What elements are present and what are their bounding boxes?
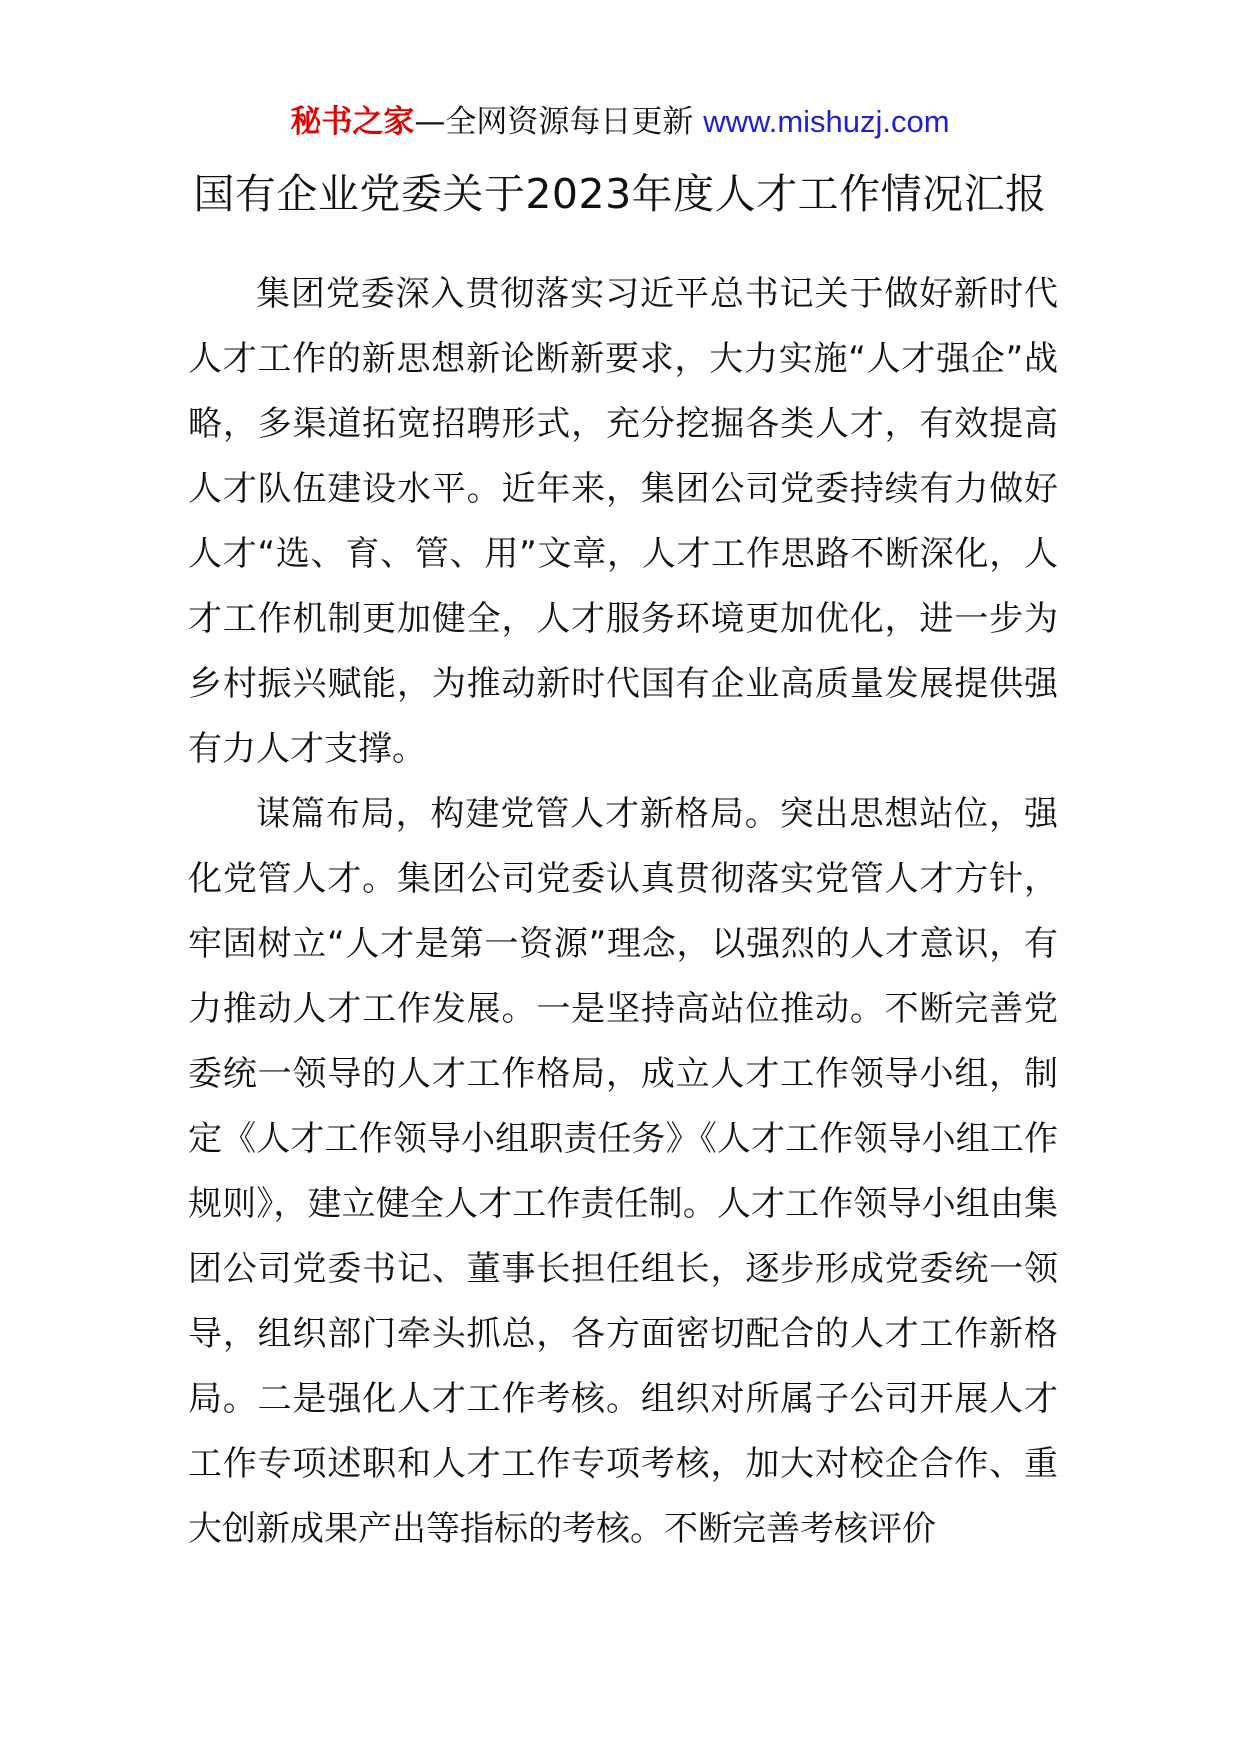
site-header (0, 100, 1240, 144)
paragraph-intro: 集团党委深入贯彻落实习近平总书记关于做好新时代人才工作的新思想新论断新要求，大力实施“人才强企”战略，多渠道拓宽招聘形式，充分挖掘各类人才，有效提高人才队伍建设水平。近年来，集团公司党委持续有力做好人才“选、育、管、用”文章，人才工作思路不断深化，人才工作机制更加健全，人才服务环境更加优化，进一步为乡村振兴赋能，为推动新时代国有企业高质量发展提供强有力人才支撑。 (188, 274, 1058, 769)
document-body (188, 262, 1058, 1562)
document-title: 国有企业党委关于2023年度人才工作情况汇报 (193, 170, 1047, 218)
site-slogan: —全网资源每日更新 (414, 104, 694, 140)
paragraph-section-1: 谋篇布局，构建党管人才新格局。突出思想站位，强化党管人才。集团公司党委认真贯彻落实党管人才方针，牢固树立“人才是第一资源”理念，以强烈的人才意识，有力推动人才工作发展。一是坚持高站位推动。不断完善党委统一领导的人才工作格局，成立人才工作领导小组，制定《人才工作领导小组职责任务》《人才工作领导小组工作规则》，建立健全人才工作责任制。人才工作领导小组由集团公司党委书记、董事长担任组长，逐步形成党委统一领导，组织部门牵头抓总，各方面密切配合的人才工作新格局。二是强化人才工作考核。组织对所属子公司开展人才工作专项述职和人才工作专项考核，加大对校企合作、重大创新成果产出等指标的考核。不断完善考核评价 (188, 794, 1058, 1549)
brand-name: 秘书之家 (290, 104, 415, 140)
site-url-link[interactable]: www.mishuzj.com (703, 104, 950, 139)
